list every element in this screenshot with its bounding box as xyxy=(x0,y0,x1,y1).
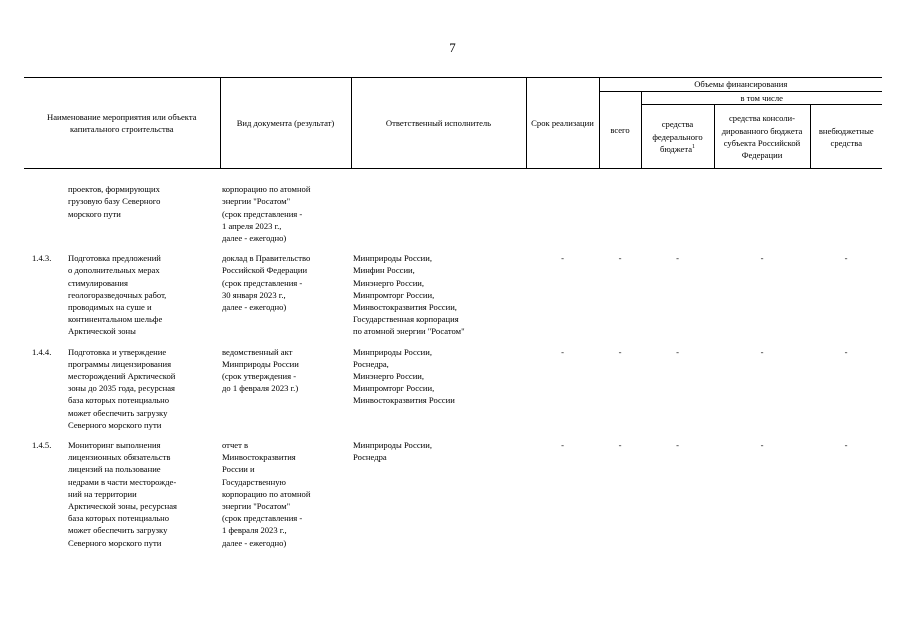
cell-total xyxy=(599,169,641,245)
cell-extrabudget: - xyxy=(844,440,848,451)
cell-term: - xyxy=(561,346,564,357)
table-row xyxy=(24,169,882,245)
header-name: Наименование мероприятия или объекта капитального строительства xyxy=(24,78,220,169)
cell-document: отчет в Минвостокразвития России и Государственную корпорацию по атомной энергии "Росатом" (срок представления - 1 февраля 2023 г., далее - ежегодно) xyxy=(222,440,311,548)
cell-federal: - xyxy=(676,346,679,357)
cell-extrabudget: - xyxy=(844,346,848,357)
cell-responsible: Минприроды России, Роснедра xyxy=(353,440,433,463)
header-total: всего xyxy=(599,92,641,169)
row-name: Подготовка и утверждение программы лицензирования месторождений Арктической зоны до 2035 года, ресурсная база которых потенциально может обеспечить загрузку Северного морского пути xyxy=(68,346,176,430)
cell-responsible: Минприроды России, Роснедра, Минэнерго России, Минпромторг России, Минвостокразвития России xyxy=(353,346,455,406)
cell-term: - xyxy=(561,440,564,451)
footnote-marker: 1 xyxy=(692,143,696,150)
row-number: 1.4.5. xyxy=(32,440,52,451)
cell-consolidated: - xyxy=(760,346,764,357)
cell-name xyxy=(24,169,220,245)
header-including: в том числе xyxy=(641,92,882,105)
header-extrabudget: внебюджетные средства xyxy=(810,105,882,169)
header-term: Срок реализации xyxy=(526,78,599,169)
page-number: 7 xyxy=(449,40,456,55)
cell-term xyxy=(526,169,599,245)
cell-document: ведомственный акт Минприроды России (срок утверждения - до 1 февраля 2023 г.) xyxy=(222,346,299,394)
cell-federal: - xyxy=(676,253,679,264)
cell-responsible: Минприроды России, Минфин России, Минэнерго России, Минпромторг России, Минвостокразвития России, Государственная корпорация по атомной энергии "Росатом" xyxy=(353,253,465,337)
cell-consolidated: - xyxy=(760,440,764,451)
cell-document: корпорацию по атомной энергии "Росатом" (срок представления - 1 апреля 2023 г., далее - ежегодно) xyxy=(222,184,311,244)
cell-name xyxy=(24,244,220,337)
cell-total: - xyxy=(618,440,622,451)
cell-responsible xyxy=(351,169,526,245)
cell-extrabudget xyxy=(810,169,882,245)
row-name: Подготовка предложений о дополнительных мерах стимулирования геологоразведочных работ, проводимых на суше и континентальном шельфе Арктической зоны xyxy=(68,253,167,337)
header-document: Вид документа (результат) xyxy=(220,78,351,169)
cell-name xyxy=(24,431,220,549)
financing-table xyxy=(24,77,882,549)
header-consolidated: средства консоли-дированного бюджета субъекта Российской Федерации xyxy=(714,105,810,169)
table-row xyxy=(24,338,882,431)
cell-federal: - xyxy=(676,440,679,451)
cell-consolidated xyxy=(714,169,810,245)
table-row xyxy=(24,244,882,337)
header-financing: Объемы финансирования xyxy=(599,78,882,92)
row-name: Мониторинг выполнения лицензионных обязательств лицензий на пользование недрами в части месторожде- ний на территории Арктической зоны, ресурсная база которых потенциально может обеспечить загрузку Северного морского пути xyxy=(68,440,177,548)
cell-total: - xyxy=(618,346,622,357)
cell-extrabudget: - xyxy=(844,253,848,264)
cell-federal xyxy=(641,169,714,245)
cell-consolidated: - xyxy=(760,253,764,264)
cell-document: доклад в Правительство Российской Федерации (срок представления - 30 января 2023 г., далее - ежегодно) xyxy=(222,253,311,313)
header-responsible: Ответственный исполнитель xyxy=(351,78,526,169)
cell-term: - xyxy=(561,253,564,264)
cell-total: - xyxy=(618,253,622,264)
table-row xyxy=(24,431,882,549)
header-federal: средства федерального бюджета$^1$ xyxy=(641,105,714,169)
row-name: проектов, формирующих грузовую базу Северного морского пути xyxy=(68,184,161,219)
row-number: 1.4.3. xyxy=(32,253,52,264)
cell-name xyxy=(24,338,220,431)
row-number: 1.4.4. xyxy=(32,346,52,357)
